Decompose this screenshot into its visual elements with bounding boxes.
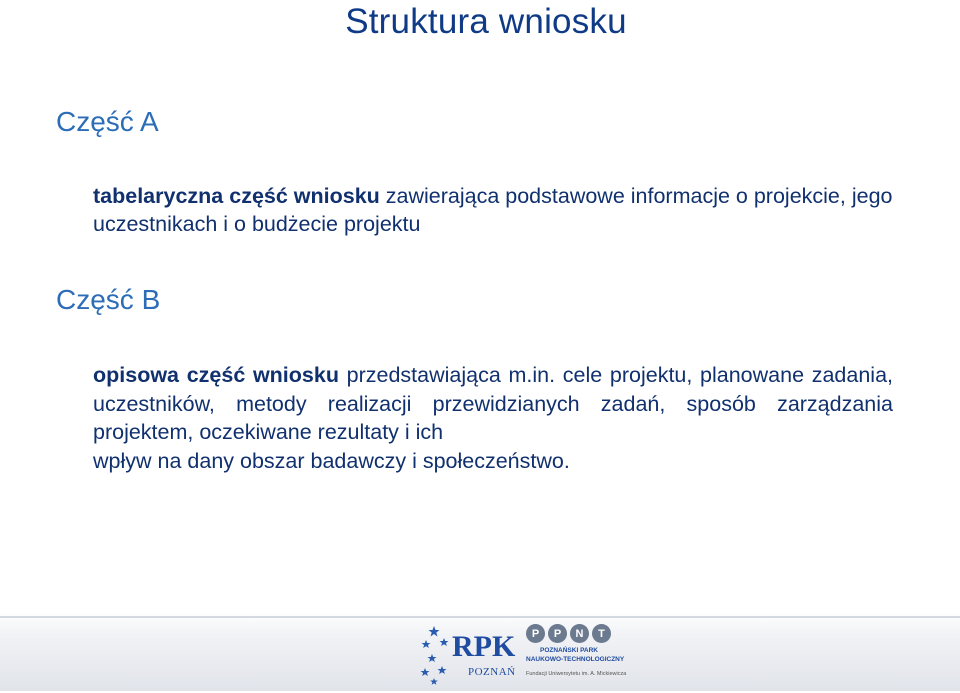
- section-b-lead: opisowa część wniosku: [93, 363, 339, 387]
- ppnt-letter-circles: [526, 624, 612, 643]
- section-b-text: przedstawiająca m.in. cele projektu, planowane zadania, uczestników, metody realizacji przewidzianych zadań, sposób zarządzania projektem, oczekiwane rezultaty i ich: [93, 363, 893, 444]
- rpk-logo-text: RPK: [452, 630, 516, 663]
- section-heading-a: Część A: [56, 106, 159, 137]
- ppnt-line3: Fundacji Uniwersytetu im. A. Mickiewicza: [526, 671, 627, 677]
- section-b-description: [93, 361, 893, 475]
- ppnt-letter: P: [526, 624, 545, 643]
- ppnt-letter: T: [592, 624, 611, 643]
- section-a-lead: tabelaryczna część wniosku: [93, 184, 380, 208]
- rpk-logo-subtitle: POZNAŃ: [468, 666, 516, 678]
- ppnt-line1: POZNAŃSKI PARK: [539, 647, 599, 654]
- rpk-logo: [420, 616, 516, 688]
- section-a-text: zawierająca podstawowe informacje o projekcie, jego uczestnikach i o budżecie projektu: [93, 184, 893, 236]
- ppnt-logo: [526, 624, 627, 688]
- section-a-description: [93, 182, 893, 238]
- ppnt-letter: N: [570, 624, 589, 643]
- section-heading-b: Część B: [56, 284, 161, 315]
- page-title: Struktura wniosku: [345, 2, 627, 41]
- ppnt-line2: NAUKOWO-TECHNOLOGICZNY: [526, 656, 625, 663]
- ppnt-letter: P: [548, 624, 567, 643]
- section-b-last-line: wpływ na dany obszar badawczy i społeczeństwo.: [93, 448, 570, 473]
